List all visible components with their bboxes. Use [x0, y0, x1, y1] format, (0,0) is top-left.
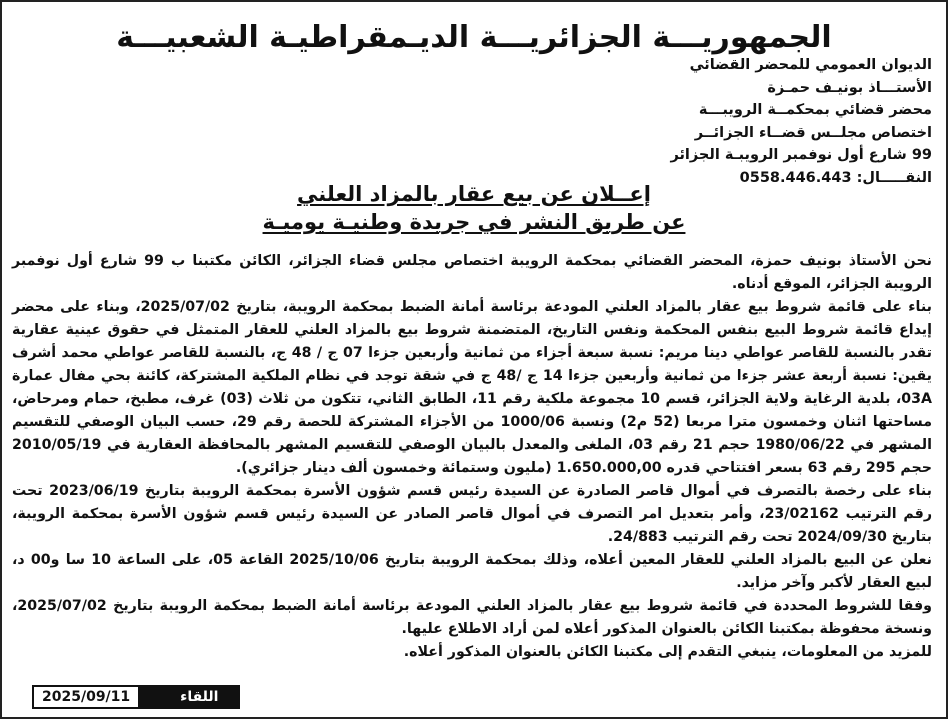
paragraph-more-info: للمزيد من المعلومات، ينبغي التقدم إلى مكتبنا الكائن بالعنوان المذكور أعلاه.: [403, 644, 932, 660]
office-header: [412, 54, 932, 189]
paragraph-authorization: بناء على رخصة بالتصرف في أموال قاصر الصادرة عن السيدة رئيس قسم شؤون الأسرة بمحكمة الرويبة بتاريخ 2023/06/19 تحت رقم الترتيب 23/02162، وأمر بتعديل امر التصرف في أموال قاصر الصادر عن السيدة رئيس قسم شؤون الأسرة بمحكمة الرويبة، بتاريخ 2024/09/30 تحت رقم الترتيب 24/883.: [12, 483, 933, 545]
header-line-phone: النقـــــال: 0558.446.443: [739, 169, 932, 186]
header-line-jurisdiction: اختصاص مجلــس قضــاء الجزائــر: [694, 124, 932, 141]
paragraph-conditions: وفقا للشروط المحددة في قائمة شروط بيع عقار بالمزاد العلني المودعة برئاسة أمانة الضبط بمحكمة الرويبة بتاريخ 2025/07/02، ونسخة محفوظة بمكتبنا الكائن بالعنوان المذكور أعلاه لمن أراد الاطلاع عليها.: [12, 598, 932, 637]
newspaper-name: اللقاء: [140, 685, 240, 709]
notice-headline: إعــلان عن بيع عقار بالمزاد العلني: [297, 182, 651, 206]
publication-date: 2025/09/11: [32, 685, 140, 709]
notice-subheadline: عن طريق النشر في جريدة وطنيـة يوميـة: [262, 210, 686, 234]
header-line-address: 99 شارع أول نوفمبر الرويبـة الجزائر: [670, 147, 932, 163]
publication-footer: [32, 685, 240, 709]
paragraph-auction-date: نعلن عن البيع بالمزاد العلني للعقار المعين أعلاه، وذلك بمحكمة الرويبة بتاريخ 2025/10/06 القاعة 05، على الساعة 10 سا و00 د، لبيع العقار لأكبر وآخر مزايد.: [12, 552, 932, 591]
notice-body: [12, 250, 932, 664]
paragraph-intro: نحن الأستاذ بونيف حمزة، المحضر القضائي بمحكمة الرويبة اختصاص مجلس قضاء الجزائر، الكائن مكتبنا ب 99 شارع أول نوفمبر الرويبة الجزائر، الموقع أدناه.: [12, 253, 933, 292]
paragraph-property: بناء على قائمة شروط بيع عقار بالمزاد العلني المودعة برئاسة أمانة الضبط بمحكمة الرويبة، بتاريخ 2025/07/02، وبناء على محضر إيداع قائمة شروط البيع بنفس المحكمة ونفس التاريخ، المتضمنة شروط بيع بالمزاد العلني للعقار المتمثل في حقوق عينية عقارية تقدر بالنسبة للقاصر عواطي دينا مريم: نسبة سبعة أجزاء من ثمانية وأربعين جزءا 07 ج / 48 ج، بالنسبة للقاصر عواطي محمد أشرف يقين: نسبة أربعة عشر جزءا من ثمانية وأربعين جزءا 14 ج /48 ج في شقة توجد في نظام الملكية المشتركة، كائنة بحي مفال عمارة 03A، بلدية الرغاية ولاية الجزائر، قسم 10 مجموعة ملكية رقم 11، الطابق الثاني، تتكون من ثلاث (03) غرف، مطبخ، حمام ومرحاض، مساحتها اثنان وخمسون مترا مربعا (52 م2) ونسبة 1000/06 من الأجزاء المشتركة للحصة رقم 29، حسب البيان الوصفي للتقسيم المشهر في 1980/06/22 حجم 21 رقم 03، الملغى والمعدل بالبيان الوصفي للتقسيم المشهر بالمحافظة العقارية في 2010/05/19 حجم 295 رقم 63 بسعر افتتاحي قدره 1.650.000,00 (مليون وستمائة وخمسون ألف دينار جزائري).: [12, 299, 933, 476]
header-line-court: محضر قضائي بمحكمــة الرويبـــة: [698, 102, 932, 118]
republic-title: الجمهوريـــة الجزائريـــة الديـمقراطيـة الشعبيـــة: [116, 20, 832, 55]
header-line-office: الديوان العمومي للمحضر القضائي: [689, 57, 932, 73]
header-line-bailiff-name: الأستـــاذ بونيـف حمـزة: [767, 79, 932, 96]
